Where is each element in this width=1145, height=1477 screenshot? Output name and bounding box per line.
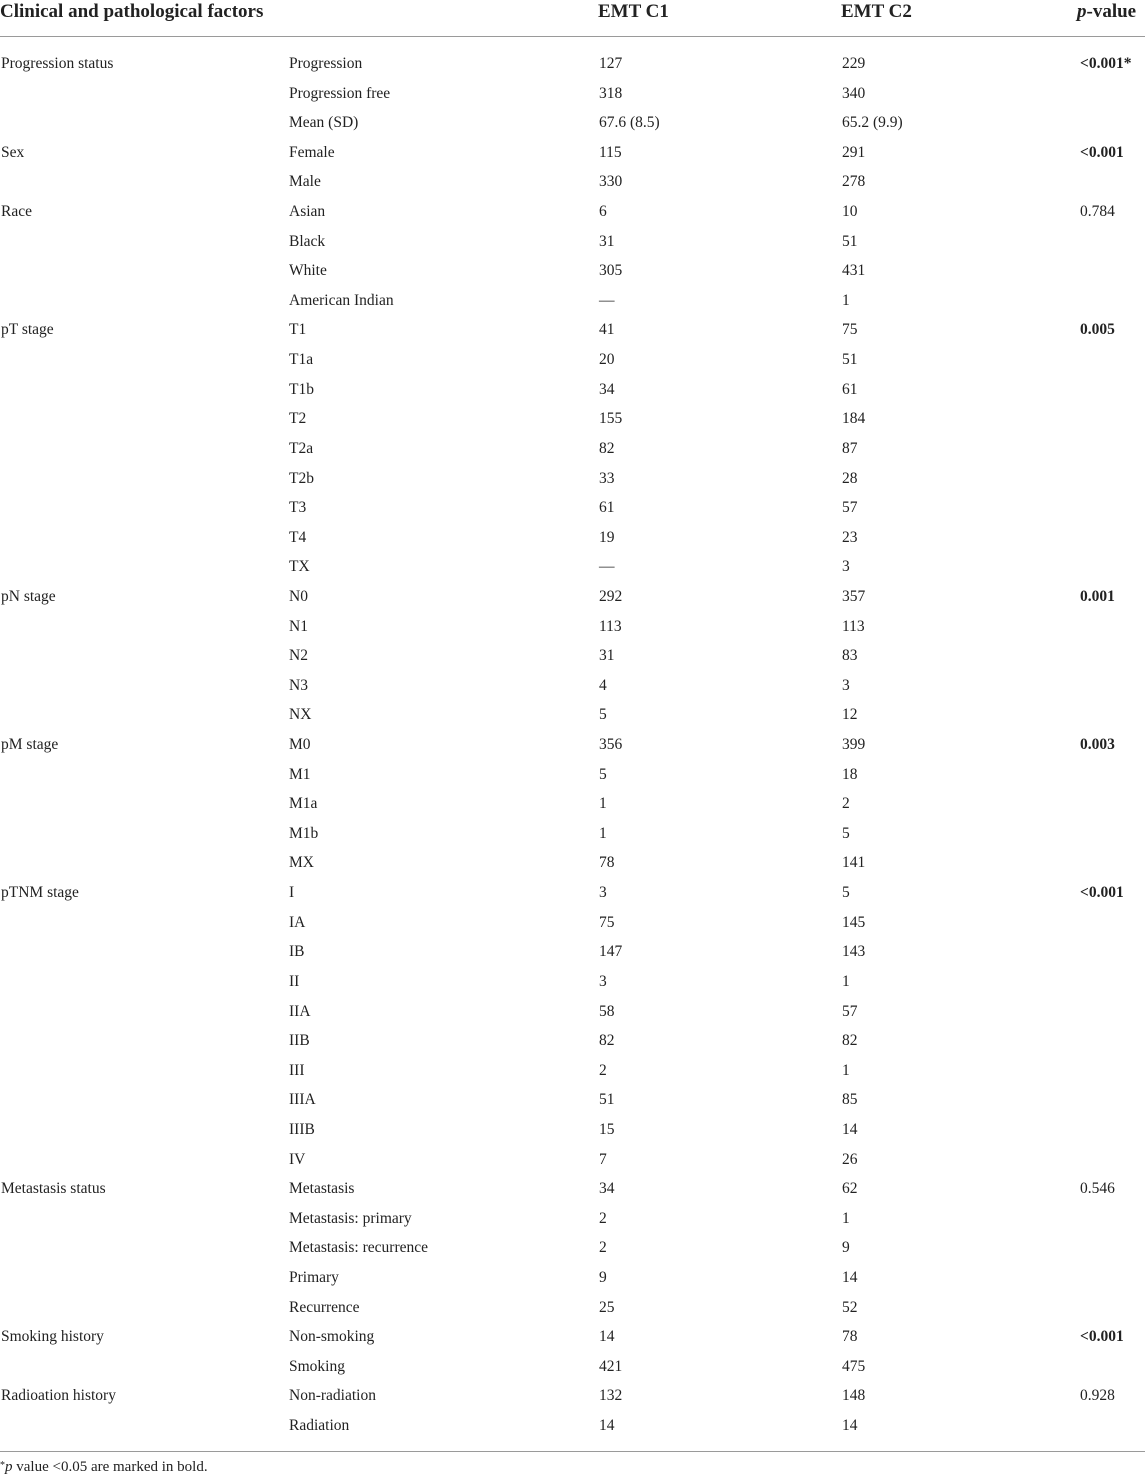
table-row — [0, 434, 1145, 464]
cell-emt-c2: 14 — [842, 1268, 858, 1286]
cell-emt-c2: 1 — [842, 972, 850, 990]
cell-p-value: 0.546 — [1080, 1180, 1115, 1198]
cell-emt-c1: 31 — [599, 232, 615, 250]
cell-emt-c1: 75 — [599, 913, 615, 931]
cell-category: III — [289, 1061, 305, 1079]
cell-emt-c2: 291 — [842, 143, 866, 161]
table-row — [0, 1145, 1145, 1175]
table-row — [0, 908, 1145, 938]
cell-p-value: 0.005 — [1080, 321, 1115, 339]
cell-emt-c1: 7 — [599, 1150, 607, 1168]
cell-emt-c1: 4 — [599, 676, 607, 694]
cell-emt-c2: 57 — [842, 1002, 858, 1020]
cell-emt-c2: 5 — [842, 824, 850, 842]
cell-emt-c1: 82 — [599, 439, 615, 457]
cell-emt-c1: 113 — [599, 617, 622, 635]
cell-category: Non-radiation — [289, 1387, 376, 1405]
header-emt-c1: EMT C1 — [598, 1, 669, 22]
cell-category: IB — [289, 943, 305, 961]
cell-emt-c1: 2 — [599, 1209, 607, 1227]
table-row — [0, 256, 1145, 286]
table-header — [0, 0, 1145, 30]
header-p-italic: p — [1077, 1, 1087, 22]
cell-emt-c1: 2 — [599, 1061, 607, 1079]
table-row — [0, 464, 1145, 494]
cell-category: Black — [289, 232, 326, 250]
table-row — [0, 1233, 1145, 1263]
table-row — [0, 1293, 1145, 1323]
cell-category: T1a — [289, 351, 314, 369]
table-row — [0, 315, 1145, 345]
cell-category: TX — [289, 558, 310, 576]
cell-category: M1b — [289, 824, 319, 842]
table-row — [0, 1174, 1145, 1204]
cell-emt-c2: 113 — [842, 617, 865, 635]
table-row — [0, 789, 1145, 819]
cell-emt-c2: 2 — [842, 795, 850, 813]
cell-emt-c2: 85 — [842, 1091, 858, 1109]
cell-p-value: 0.928 — [1080, 1387, 1115, 1405]
cell-emt-c1: — — [599, 558, 615, 576]
table-row — [0, 671, 1145, 701]
cell-emt-c1: 34 — [599, 380, 615, 398]
header-p-value — [1077, 0, 1136, 24]
table-row — [0, 167, 1145, 197]
cell-emt-c1: 9 — [599, 1268, 607, 1286]
cell-emt-c2: 23 — [842, 528, 858, 546]
cell-category: IIIA — [289, 1091, 316, 1109]
cell-category: NX — [289, 706, 312, 724]
cell-emt-c2: 52 — [842, 1298, 858, 1316]
top-rule — [0, 36, 1145, 37]
table-row — [0, 345, 1145, 375]
cell-emt-c2: 431 — [842, 262, 866, 280]
cell-emt-c1: 155 — [599, 410, 623, 428]
cell-emt-c1: 147 — [599, 943, 623, 961]
cell-emt-c1: 58 — [599, 1002, 615, 1020]
cell-category: IIB — [289, 1032, 310, 1050]
cell-factor: Metastasis status — [1, 1180, 106, 1198]
cell-emt-c1: 3 — [599, 884, 607, 902]
table-body — [0, 49, 1145, 1441]
cell-category: IIA — [289, 1002, 311, 1020]
cell-category: IA — [289, 913, 306, 931]
header-factors: Clinical and pathological factors — [0, 1, 264, 22]
cell-factor: Progression status — [1, 55, 114, 72]
table-row — [0, 138, 1145, 168]
cell-emt-c1: 115 — [599, 143, 622, 161]
cell-emt-c1: 33 — [599, 469, 615, 487]
cell-emt-c2: 51 — [842, 232, 858, 250]
cell-category: Metastasis: primary — [289, 1209, 412, 1227]
cell-emt-c1: 15 — [599, 1120, 615, 1138]
cell-category: II — [289, 972, 300, 990]
cell-factor: Smoking history — [1, 1328, 104, 1346]
cell-p-value: <0.001 — [1080, 143, 1124, 161]
cell-emt-c2: 12 — [842, 706, 858, 724]
cell-emt-c1: 5 — [599, 706, 607, 724]
cell-category: N1 — [289, 617, 308, 635]
cell-emt-c2: 87 — [842, 439, 858, 457]
table-row — [0, 552, 1145, 582]
cell-category: N0 — [289, 587, 308, 605]
footnote — [0, 1458, 208, 1477]
cell-emt-c2: 148 — [842, 1387, 866, 1405]
cell-emt-c1: 421 — [599, 1357, 623, 1375]
cell-category: T1 — [289, 321, 307, 339]
cell-category: Metastasis — [289, 1180, 355, 1198]
table-row — [0, 1322, 1145, 1352]
table-row — [0, 493, 1145, 523]
table-row — [0, 819, 1145, 849]
table-row — [0, 227, 1145, 257]
cell-category: IV — [289, 1150, 306, 1168]
cell-emt-c2: 1 — [842, 1061, 850, 1079]
cell-emt-c1: 305 — [599, 262, 623, 280]
cell-emt-c1: 5 — [599, 765, 607, 783]
cell-emt-c1: 356 — [599, 736, 623, 754]
footnote-p-italic: p — [5, 1459, 13, 1475]
cell-emt-c2: 9 — [842, 1239, 850, 1257]
table-row — [0, 641, 1145, 671]
cell-emt-c1: 31 — [599, 647, 615, 665]
cell-p-value: <0.001 — [1080, 1328, 1124, 1346]
cell-p-value: <0.001* — [1080, 55, 1132, 72]
cell-emt-c1: 3 — [599, 972, 607, 990]
cell-emt-c1: 41 — [599, 321, 615, 339]
cell-category: Non-smoking — [289, 1328, 375, 1346]
cell-emt-c2: 475 — [842, 1357, 866, 1375]
table-row — [0, 523, 1145, 553]
cell-emt-c2: 399 — [842, 736, 866, 754]
cell-p-value: 0.784 — [1080, 203, 1115, 221]
cell-emt-c1: 2 — [599, 1239, 607, 1257]
cell-emt-c1: 318 — [599, 84, 623, 102]
table-row — [0, 108, 1145, 138]
cell-emt-c2: 3 — [842, 558, 850, 576]
cell-emt-c2: 143 — [842, 943, 866, 961]
cell-emt-c1: 132 — [599, 1387, 623, 1405]
cell-category: Progression — [289, 55, 363, 72]
cell-category: M0 — [289, 736, 311, 754]
table-row — [0, 612, 1145, 642]
cell-factor: Sex — [1, 143, 25, 161]
cell-category: MX — [289, 854, 314, 872]
cell-category: M1a — [289, 795, 318, 813]
cell-emt-c1: 20 — [599, 351, 615, 369]
cell-emt-c1: 82 — [599, 1032, 615, 1050]
header-emt-c2: EMT C2 — [841, 1, 912, 22]
cell-emt-c2: 5 — [842, 884, 850, 902]
table-row — [0, 1204, 1145, 1234]
table-row — [0, 1056, 1145, 1086]
bottom-rule — [0, 1451, 1145, 1452]
cell-emt-c2: 75 — [842, 321, 858, 339]
cell-emt-c1: 1 — [599, 795, 607, 813]
cell-emt-c1: 61 — [599, 499, 615, 517]
table-row — [0, 1352, 1145, 1382]
table-row — [0, 1085, 1145, 1115]
cell-category: T1b — [289, 380, 314, 398]
cell-emt-c1: 6 — [599, 203, 607, 221]
cell-emt-c1: 14 — [599, 1417, 615, 1435]
cell-category: Progression free — [289, 84, 391, 102]
cell-p-value: <0.001 — [1080, 884, 1124, 902]
cell-category: Primary — [289, 1268, 339, 1286]
cell-factor: pTNM stage — [1, 884, 79, 902]
table-row — [0, 49, 1145, 79]
table-row — [0, 1026, 1145, 1056]
cell-category: American Indian — [289, 291, 394, 309]
cell-category: T2a — [289, 439, 314, 457]
cell-emt-c1: 1 — [599, 824, 607, 842]
table-row — [0, 1115, 1145, 1145]
cell-emt-c2: 229 — [842, 55, 866, 72]
cell-emt-c2: 145 — [842, 913, 866, 931]
cell-category: N2 — [289, 647, 308, 665]
cell-emt-c1: 78 — [599, 854, 615, 872]
cell-emt-c2: 78 — [842, 1328, 858, 1346]
cell-emt-c2: 83 — [842, 647, 858, 665]
cell-emt-c1: 330 — [599, 173, 623, 191]
cell-category: IIIB — [289, 1120, 315, 1138]
table-row — [0, 197, 1145, 227]
cell-emt-c2: 14 — [842, 1417, 858, 1435]
cell-emt-c2: 10 — [842, 203, 858, 221]
cell-factor: Radioation history — [1, 1387, 116, 1405]
header-p-rest: -value — [1086, 1, 1137, 22]
cell-emt-c1: 14 — [599, 1328, 615, 1346]
cell-emt-c2: 65.2 (9.9) — [842, 114, 903, 132]
cell-emt-c1: 51 — [599, 1091, 615, 1109]
cell-factor: pT stage — [1, 321, 54, 339]
cell-category: Smoking — [289, 1357, 345, 1375]
cell-emt-c2: 28 — [842, 469, 858, 487]
cell-emt-c2: 340 — [842, 84, 866, 102]
cell-category: T2 — [289, 410, 307, 428]
table-row — [0, 1381, 1145, 1411]
cell-emt-c2: 61 — [842, 380, 858, 398]
table-row — [0, 404, 1145, 434]
cell-category: Radiation — [289, 1417, 350, 1435]
cell-emt-c2: 1 — [842, 291, 850, 309]
cell-category: N3 — [289, 676, 308, 694]
cell-category: T4 — [289, 528, 307, 546]
cell-emt-c2: 1 — [842, 1209, 850, 1227]
table-row — [0, 997, 1145, 1027]
table-row — [0, 1411, 1145, 1441]
cell-emt-c2: 62 — [842, 1180, 858, 1198]
cell-emt-c1: 34 — [599, 1180, 615, 1198]
cell-category: Metastasis: recurrence — [289, 1239, 429, 1257]
cell-emt-c2: 278 — [842, 173, 866, 191]
cell-category: Asian — [289, 203, 326, 221]
table-row — [0, 582, 1145, 612]
cell-p-value: 0.001 — [1080, 587, 1115, 605]
cell-emt-c2: 51 — [842, 351, 858, 369]
cell-emt-c1: 127 — [599, 55, 623, 72]
cell-factor: pM stage — [1, 736, 59, 754]
cell-emt-c2: 82 — [842, 1032, 858, 1050]
cell-emt-c2: 184 — [842, 410, 866, 428]
table-row — [0, 375, 1145, 405]
cell-category: M1 — [289, 765, 311, 783]
cell-factor: Race — [1, 203, 32, 221]
cell-emt-c2: 141 — [842, 854, 866, 872]
cell-category: Recurrence — [289, 1298, 360, 1316]
footnote-text: value <0.05 are marked in bold. — [12, 1459, 208, 1475]
cell-emt-c1: 67.6 (8.5) — [599, 114, 660, 132]
cell-category: Mean (SD) — [289, 114, 359, 132]
cell-factor: pN stage — [1, 587, 56, 605]
cell-emt-c2: 3 — [842, 676, 850, 694]
table-row — [0, 79, 1145, 109]
table-row — [0, 848, 1145, 878]
table-row — [0, 730, 1145, 760]
cell-category: I — [289, 884, 295, 902]
table-row — [0, 1263, 1145, 1293]
cell-category: White — [289, 262, 327, 280]
cell-emt-c1: 292 — [599, 587, 623, 605]
table-row — [0, 937, 1145, 967]
cell-emt-c2: 357 — [842, 587, 866, 605]
cell-emt-c2: 18 — [842, 765, 858, 783]
footnote-marker: * — [0, 1460, 5, 1471]
cell-emt-c1: 25 — [599, 1298, 615, 1316]
table-row — [0, 760, 1145, 790]
cell-category: T3 — [289, 499, 307, 517]
cell-category: T2b — [289, 469, 314, 487]
cell-category: Male — [289, 173, 321, 191]
cell-emt-c2: 26 — [842, 1150, 858, 1168]
cell-emt-c1: — — [599, 291, 615, 309]
cell-category: Female — [289, 143, 335, 161]
cell-p-value: 0.003 — [1080, 736, 1115, 754]
table-row — [0, 878, 1145, 908]
cell-emt-c2: 14 — [842, 1120, 858, 1138]
cell-emt-c2: 57 — [842, 499, 858, 517]
table-row — [0, 700, 1145, 730]
table-row — [0, 286, 1145, 316]
table-row — [0, 967, 1145, 997]
cell-emt-c1: 19 — [599, 528, 615, 546]
